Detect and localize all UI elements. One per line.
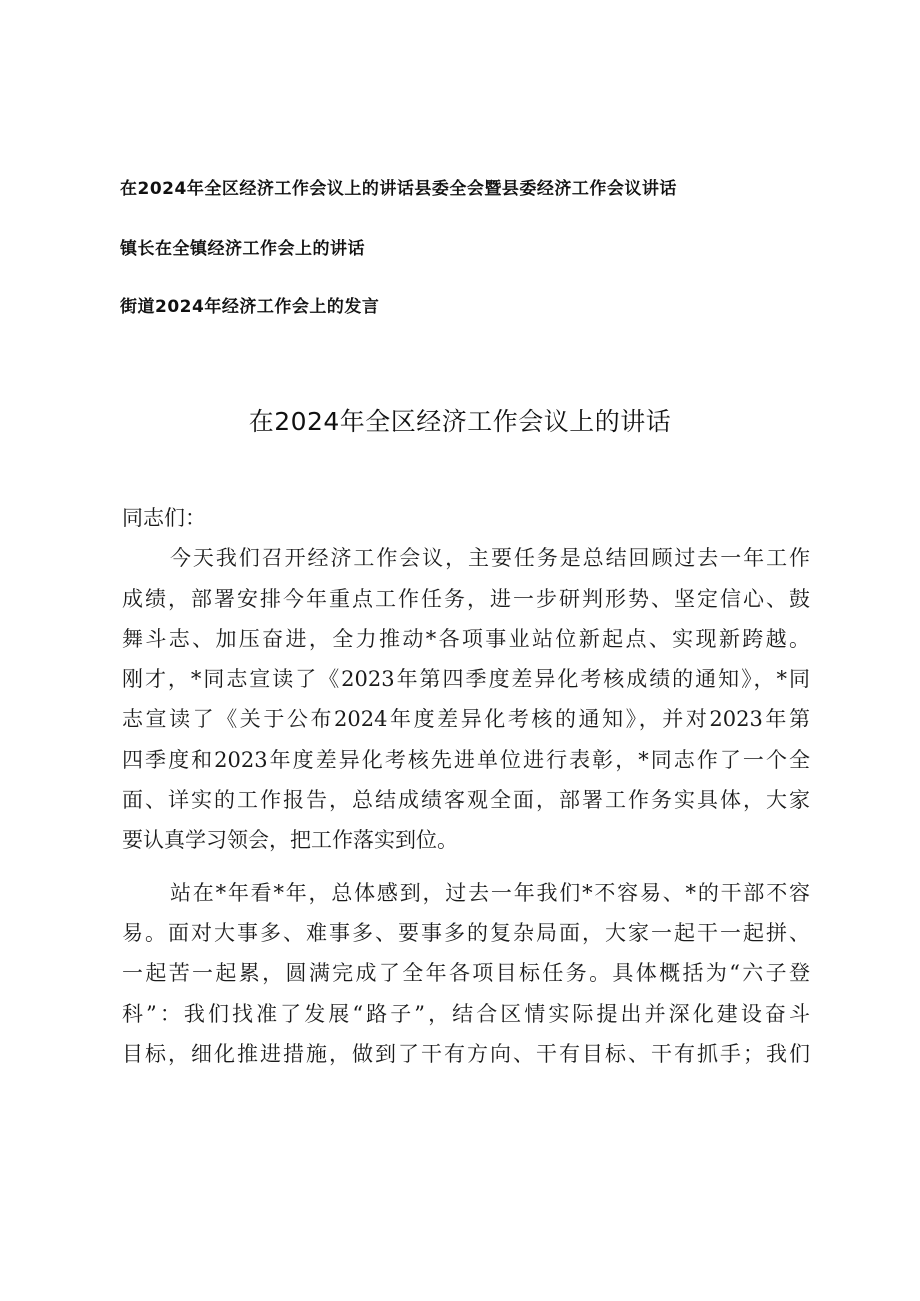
paragraph-line: 志宣读了《关于公布2024年度差异化考核的通知》，并对2023年第 — [122, 707, 810, 732]
paragraph-1 — [122, 538, 810, 860]
paragraph-line: 科”：我们找准了发展“路子”，结合区情实际提出并深化建设奋斗 — [122, 1001, 810, 1026]
paragraph-line: 刚才，*同志宣读了《2023年第四季度差异化考核成绩的通知》，*同 — [122, 667, 810, 692]
document-title: 在2024年全区经济工作会议上的讲话 — [248, 407, 672, 436]
toc-item[interactable]: 镇长在全镇经济工作会上的讲话 — [120, 239, 365, 259]
paragraph-line: 成绩，部署安排今年重点工作任务，进一步研判形势、坚定信心、鼓 — [122, 586, 810, 611]
paragraph-line: 舞斗志、加压奋进，全力推动*各项事业站位新起点、实现新跨越。 — [122, 626, 810, 651]
paragraph-2 — [122, 873, 810, 1074]
paragraph-gap — [122, 861, 810, 873]
paragraph-line: 易。面对大事多、难事多、要事多的复杂局面，大家一起干一起拼、 — [122, 920, 810, 945]
paragraph-line: 要认真学习领会，把工作落实到位。 — [122, 828, 458, 853]
paragraph-line: 站在*年看*年，总体感到，过去一年我们*不容易、*的干部不容 — [170, 880, 810, 905]
paragraph-line: 今天我们召开经济工作会议，主要任务是总结回顾过去一年工作 — [170, 546, 810, 571]
paragraph-line: 面、详实的工作报告，总结成绩客观全面，部署工作务实具体，大家 — [122, 788, 810, 813]
toc-item[interactable]: 街道2024年经济工作会上的发言 — [120, 297, 380, 317]
toc-item[interactable]: 在2024年全区经济工作会议上的讲话县委全会暨县委经济工作会议讲话 — [120, 179, 677, 199]
document-body — [122, 498, 810, 1074]
paragraph-line: 目标，细化推进措施，做到了干有方向、干有目标、干有抓手；我们 — [122, 1041, 810, 1066]
paragraph-line: 一起苦一起累，圆满完成了全年各项目标任务。具体概括为“六子登 — [122, 961, 810, 986]
salutation: 同志们： — [122, 506, 206, 530]
paragraph-line: 四季度和2023年度差异化考核先进单位进行表彰，*同志作了一个全 — [122, 747, 810, 772]
